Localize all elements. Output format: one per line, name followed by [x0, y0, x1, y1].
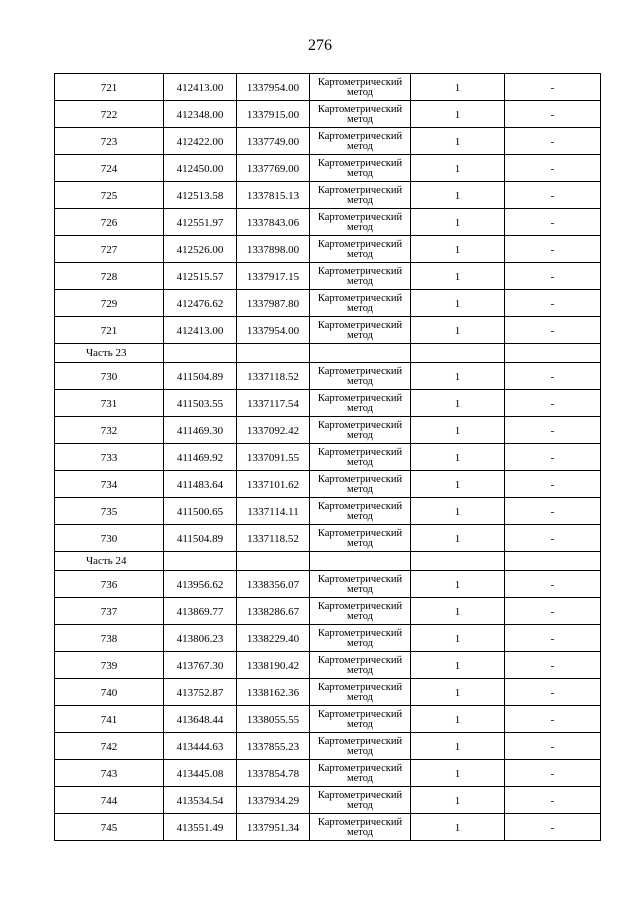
y-coordinate-cell: 1338055.55 [237, 706, 310, 733]
table-row [55, 571, 601, 598]
table-body [55, 74, 601, 841]
y-coordinate-cell: 1338229.40 [237, 625, 310, 652]
point-number-cell: 734 [55, 471, 164, 498]
value-cell: 1 [411, 471, 505, 498]
point-number-cell: 722 [55, 101, 164, 128]
value-cell: 1 [411, 787, 505, 814]
dash-cell: - [505, 101, 601, 128]
value-cell: 1 [411, 317, 505, 344]
x-coordinate-cell: 411469.92 [164, 444, 237, 471]
method-cell: Картометрический метод [310, 444, 411, 471]
value-cell: 1 [411, 760, 505, 787]
dash-cell: - [505, 787, 601, 814]
dash-cell: - [505, 444, 601, 471]
point-number-cell: 745 [55, 814, 164, 841]
x-coordinate-cell: 411500.65 [164, 498, 237, 525]
value-cell: 1 [411, 498, 505, 525]
x-coordinate-cell: 413444.63 [164, 733, 237, 760]
point-number-cell: 744 [55, 787, 164, 814]
point-number-cell: 731 [55, 390, 164, 417]
point-number-cell: 736 [55, 571, 164, 598]
y-coordinate-cell: 1337898.00 [237, 236, 310, 263]
empty-cell [310, 552, 411, 571]
point-number-cell: 729 [55, 290, 164, 317]
value-cell: 1 [411, 101, 505, 128]
y-coordinate-cell: 1338190.42 [237, 652, 310, 679]
y-coordinate-cell: 1337815.13 [237, 182, 310, 209]
x-coordinate-cell: 411504.89 [164, 525, 237, 552]
x-coordinate-cell: 413956.62 [164, 571, 237, 598]
table-row [55, 444, 601, 471]
empty-cell [411, 552, 505, 571]
table-row [55, 814, 601, 841]
y-coordinate-cell: 1337101.62 [237, 471, 310, 498]
empty-cell [237, 344, 310, 363]
y-coordinate-cell: 1337987.80 [237, 290, 310, 317]
dash-cell: - [505, 760, 601, 787]
table-row [55, 706, 601, 733]
point-number-cell: 728 [55, 263, 164, 290]
value-cell: 1 [411, 679, 505, 706]
y-coordinate-cell: 1337118.52 [237, 525, 310, 552]
dash-cell: - [505, 733, 601, 760]
x-coordinate-cell: 411469.30 [164, 417, 237, 444]
x-coordinate-cell: 411483.64 [164, 471, 237, 498]
point-number-cell: 742 [55, 733, 164, 760]
y-coordinate-cell: 1337843.06 [237, 209, 310, 236]
section-header-row [55, 552, 601, 571]
method-cell: Картометрический метод [310, 625, 411, 652]
table-row [55, 733, 601, 760]
y-coordinate-cell: 1337854.78 [237, 760, 310, 787]
x-coordinate-cell: 413767.30 [164, 652, 237, 679]
method-cell: Картометрический метод [310, 571, 411, 598]
method-cell: Картометрический метод [310, 598, 411, 625]
method-cell: Картометрический метод [310, 290, 411, 317]
value-cell: 1 [411, 263, 505, 290]
method-cell: Картометрический метод [310, 525, 411, 552]
table-row [55, 236, 601, 263]
dash-cell: - [505, 182, 601, 209]
x-coordinate-cell: 412526.00 [164, 236, 237, 263]
method-cell: Картометрический метод [310, 417, 411, 444]
table-row [55, 390, 601, 417]
method-cell: Картометрический метод [310, 679, 411, 706]
y-coordinate-cell: 1338286.67 [237, 598, 310, 625]
table-row [55, 417, 601, 444]
dash-cell: - [505, 571, 601, 598]
table-row [55, 363, 601, 390]
table-row [55, 498, 601, 525]
section-label: Часть 23 [55, 344, 164, 363]
value-cell: 1 [411, 236, 505, 263]
value-cell: 1 [411, 290, 505, 317]
dash-cell: - [505, 74, 601, 101]
table-row [55, 787, 601, 814]
method-cell: Картометрический метод [310, 498, 411, 525]
value-cell: 1 [411, 444, 505, 471]
point-number-cell: 733 [55, 444, 164, 471]
page-number: 276 [308, 37, 332, 54]
value-cell: 1 [411, 209, 505, 236]
table-row [55, 760, 601, 787]
table-row [55, 182, 601, 209]
y-coordinate-cell: 1337915.00 [237, 101, 310, 128]
x-coordinate-cell: 413648.44 [164, 706, 237, 733]
dash-cell: - [505, 128, 601, 155]
y-coordinate-cell: 1337855.23 [237, 733, 310, 760]
table-row [55, 317, 601, 344]
y-coordinate-cell: 1338162.36 [237, 679, 310, 706]
table-row [55, 525, 601, 552]
x-coordinate-cell: 412348.00 [164, 101, 237, 128]
x-coordinate-cell: 411503.55 [164, 390, 237, 417]
point-number-cell: 739 [55, 652, 164, 679]
method-cell: Картометрический метод [310, 390, 411, 417]
value-cell: 1 [411, 128, 505, 155]
table-row [55, 74, 601, 101]
empty-cell [411, 344, 505, 363]
dash-cell: - [505, 652, 601, 679]
value-cell: 1 [411, 706, 505, 733]
point-number-cell: 740 [55, 679, 164, 706]
table-row [55, 101, 601, 128]
table-row [55, 155, 601, 182]
method-cell: Картометрический метод [310, 760, 411, 787]
method-cell: Картометрический метод [310, 74, 411, 101]
y-coordinate-cell: 1337934.29 [237, 787, 310, 814]
method-cell: Картометрический метод [310, 471, 411, 498]
x-coordinate-cell: 412422.00 [164, 128, 237, 155]
point-number-cell: 727 [55, 236, 164, 263]
dash-cell: - [505, 679, 601, 706]
x-coordinate-cell: 412513.58 [164, 182, 237, 209]
empty-cell [505, 552, 601, 571]
point-number-cell: 743 [55, 760, 164, 787]
y-coordinate-cell: 1337117.54 [237, 390, 310, 417]
dash-cell: - [505, 363, 601, 390]
x-coordinate-cell: 413551.49 [164, 814, 237, 841]
method-cell: Картометрический метод [310, 155, 411, 182]
point-number-cell: 724 [55, 155, 164, 182]
x-coordinate-cell: 412515.57 [164, 263, 237, 290]
y-coordinate-cell: 1337769.00 [237, 155, 310, 182]
x-coordinate-cell: 411504.89 [164, 363, 237, 390]
dash-cell: - [505, 498, 601, 525]
point-number-cell: 721 [55, 317, 164, 344]
empty-cell [505, 344, 601, 363]
method-cell: Картометрический метод [310, 652, 411, 679]
dash-cell: - [505, 155, 601, 182]
value-cell: 1 [411, 155, 505, 182]
dash-cell: - [505, 317, 601, 344]
point-number-cell: 732 [55, 417, 164, 444]
x-coordinate-cell: 413752.87 [164, 679, 237, 706]
method-cell: Картометрический метод [310, 787, 411, 814]
value-cell: 1 [411, 598, 505, 625]
y-coordinate-cell: 1337917.15 [237, 263, 310, 290]
dash-cell: - [505, 236, 601, 263]
dash-cell: - [505, 417, 601, 444]
point-number-cell: 735 [55, 498, 164, 525]
y-coordinate-cell: 1337114.11 [237, 498, 310, 525]
method-cell: Картометрический метод [310, 236, 411, 263]
point-number-cell: 730 [55, 525, 164, 552]
y-coordinate-cell: 1337749.00 [237, 128, 310, 155]
y-coordinate-cell: 1337954.00 [237, 74, 310, 101]
point-number-cell: 741 [55, 706, 164, 733]
x-coordinate-cell: 413445.08 [164, 760, 237, 787]
value-cell: 1 [411, 417, 505, 444]
method-cell: Картометрический метод [310, 814, 411, 841]
table-row [55, 625, 601, 652]
x-coordinate-cell: 412476.62 [164, 290, 237, 317]
x-coordinate-cell: 413534.54 [164, 787, 237, 814]
y-coordinate-cell: 1337951.34 [237, 814, 310, 841]
empty-cell [237, 552, 310, 571]
value-cell: 1 [411, 363, 505, 390]
point-number-cell: 725 [55, 182, 164, 209]
dash-cell: - [505, 525, 601, 552]
empty-cell [164, 344, 237, 363]
value-cell: 1 [411, 390, 505, 417]
method-cell: Картометрический метод [310, 209, 411, 236]
dash-cell: - [505, 390, 601, 417]
method-cell: Картометрический метод [310, 733, 411, 760]
y-coordinate-cell: 1338356.07 [237, 571, 310, 598]
x-coordinate-cell: 413806.23 [164, 625, 237, 652]
table-row [55, 263, 601, 290]
section-label: Часть 24 [55, 552, 164, 571]
value-cell: 1 [411, 814, 505, 841]
point-number-cell: 723 [55, 128, 164, 155]
table-row [55, 290, 601, 317]
value-cell: 1 [411, 652, 505, 679]
dash-cell: - [505, 263, 601, 290]
table-row [55, 471, 601, 498]
point-number-cell: 738 [55, 625, 164, 652]
dash-cell: - [505, 471, 601, 498]
x-coordinate-cell: 412413.00 [164, 317, 237, 344]
y-coordinate-cell: 1337118.52 [237, 363, 310, 390]
table-row [55, 128, 601, 155]
y-coordinate-cell: 1337092.42 [237, 417, 310, 444]
method-cell: Картометрический метод [310, 128, 411, 155]
empty-cell [164, 552, 237, 571]
dash-cell: - [505, 706, 601, 733]
point-number-cell: 730 [55, 363, 164, 390]
method-cell: Картометрический метод [310, 263, 411, 290]
y-coordinate-cell: 1337954.00 [237, 317, 310, 344]
method-cell: Картометрический метод [310, 363, 411, 390]
dash-cell: - [505, 814, 601, 841]
dash-cell: - [505, 209, 601, 236]
table-row [55, 652, 601, 679]
value-cell: 1 [411, 525, 505, 552]
value-cell: 1 [411, 182, 505, 209]
table-row [55, 209, 601, 236]
point-number-cell: 721 [55, 74, 164, 101]
method-cell: Картометрический метод [310, 101, 411, 128]
x-coordinate-cell: 412551.97 [164, 209, 237, 236]
x-coordinate-cell: 413869.77 [164, 598, 237, 625]
empty-cell [310, 344, 411, 363]
section-header-row [55, 344, 601, 363]
method-cell: Картометрический метод [310, 317, 411, 344]
coordinates-table [54, 73, 601, 841]
value-cell: 1 [411, 571, 505, 598]
table-row [55, 679, 601, 706]
dash-cell: - [505, 625, 601, 652]
method-cell: Картометрический метод [310, 706, 411, 733]
point-number-cell: 726 [55, 209, 164, 236]
dash-cell: - [505, 598, 601, 625]
value-cell: 1 [411, 74, 505, 101]
value-cell: 1 [411, 733, 505, 760]
x-coordinate-cell: 412450.00 [164, 155, 237, 182]
point-number-cell: 737 [55, 598, 164, 625]
value-cell: 1 [411, 625, 505, 652]
y-coordinate-cell: 1337091.55 [237, 444, 310, 471]
dash-cell: - [505, 290, 601, 317]
table-row [55, 598, 601, 625]
x-coordinate-cell: 412413.00 [164, 74, 237, 101]
method-cell: Картометрический метод [310, 182, 411, 209]
